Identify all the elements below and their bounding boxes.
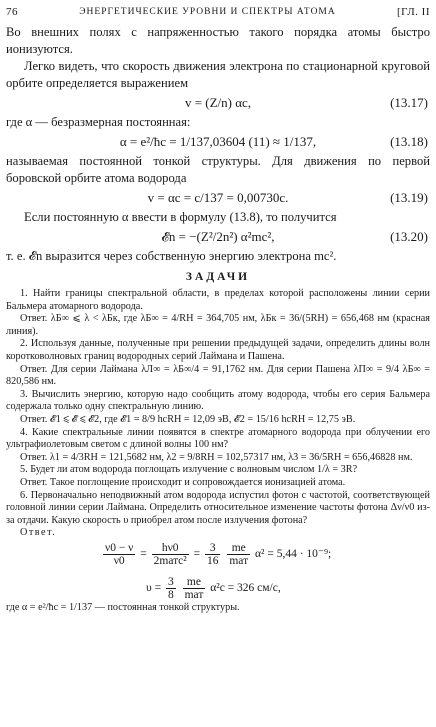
chapter-ref: [ГЛ. II [397,6,430,18]
equation-formula: α = e²/ħc = 1/137,03604 (11) ≈ 1/137, [119,134,317,149]
answer-6-formulas [6,540,430,602]
fraction: $\frac{3}{16}$ [206,541,219,567]
equation-13-20 [6,226,430,248]
answer-1: Ответ. λБ∞ ⩽ λ < λБк, где λБ∞ = 4/RH = 364,705 нм, λБк = 36/(5RH) = 656,468 нм (красная линия). [6,313,430,337]
paragraph-4: называемая постоянной тонкой структуры. Для движения по первой боровской орбите атома водорода [6,154,430,185]
footer-note: где α = e²/ħc = 1/137 — постоянная тонкой структуры. [6,601,240,613]
equation-number: (13.20) [390,229,428,244]
problem-3: 3. Вычислить энергию, которую надо сообщить атому водорода, чтобы его серия Бальмера содержала только одну спектральную линию. [6,388,430,413]
equation-number: (13.18) [390,134,428,149]
fraction: hν0 2mатc² [153,541,187,567]
equation-formula: v = αc = c/137 = 0,00730c. [147,190,289,205]
answer-4: Ответ. λ1 = 4/3RH = 121,5682 нм, λ2 = 9/8RH = 102,57317 нм, λ3 = 36/5RH = 656,46828 нм. [20,451,413,463]
answer-6-line-2: υ = $\frac{3}{8}$ me mат α²c = 326 см/с, [146,575,281,601]
equation-13-17 [6,92,430,114]
paragraph-3: где α — безразмерная постоянная: [6,115,191,129]
equation-formula: 𝓔n = −(Z²/2n²) α²mc², [161,229,275,244]
problem-6: 6. Первоначально неподвижный атом водорода испустил фотон с частотой, соответствующей головной линии серии Лаймана. Определить относительное изменение частоты фотона Δν/ν0 из-за отдачи. Какую скорость υ приобрел атом после излучения фотона? [6,489,430,526]
problems-title: ЗАДАЧИ [185,271,251,283]
fraction: $\frac{\nu 0 - \nu}{\nu 0}$ [105,541,134,567]
page-number: 76 [6,6,18,18]
page [6,6,430,614]
paragraph-5: Если постоянную α ввести в формулу (13.8), то получится [24,210,337,224]
running-header [6,6,430,24]
equation-13-18 [6,131,430,153]
running-title: ЭНЕРГЕТИЧЕСКИЕ УРОВНИ И СПЕКТРЫ АТОМА [79,7,336,17]
problem-4: 4. Какие спектральные линии появятся в спектре атомарного водорода при облучении его ультрафиолетовым светом с длиной волны 100 нм? [6,426,430,451]
answer-5: Ответ. Такое поглощение происходит и сопровождается ионизацией атома. [20,476,346,488]
equation-number: (13.19) [390,190,428,205]
equation-number: (13.17) [390,95,428,110]
answer-2: Ответ. Для серии Лаймана λЛ∞ = λБ∞/4 = 91,1762 нм. Для серии Пашена λП∞ = 9/4 λБ∞ = 820,586 нм. [6,363,430,388]
paragraph-6: т. е. 𝓔n выразится через собственную энергию электрона mc². [6,249,337,263]
equation-13-19 [6,187,430,209]
fraction: me mат [184,575,204,601]
paragraph-2: Легко видеть, что скорость движения электрона по стационарной круговой орбите определяется выражением [6,59,430,90]
equation-formula: v = (Z/n) αc, [184,95,252,110]
answer-6-label: Ответ. [20,527,57,539]
problem-5: 5. Будет ли атом водорода поглощать излучение с волновым числом 1/λ = 3R? [20,464,358,476]
fraction: me mат [229,541,249,567]
answer-3: Ответ. 𝓔1 ⩽ 𝓔 ⩽ 𝓔2, где 𝓔1 = 8/9 hcRH = 12,09 эВ, 𝓔2 = 15/16 hcRH = 12,75 эВ. [20,413,356,425]
paragraph-1: Во внешних полях с напряженностью такого порядка атомы быстро ионизуются. [6,25,430,56]
problem-1: 1. Найти границы спектральной области, в пределах которой расположены линии серии Бальмера атомарного водорода. [6,288,430,312]
problem-2: 2. Используя данные, полученные при решении предыдущей задачи, определить длины волн коротковолновых границ водородных серий Лаймана и Пашена. [6,338,430,362]
answer-6-line-1: $\frac{\nu 0 - \nu}{\nu 0}$ = hν0 2mатc² = $\frac{3}{16}$ me mат α² = 5,44 · 10⁻⁹; [105,541,332,567]
fraction: $\frac{3}{8}$ [167,575,174,601]
